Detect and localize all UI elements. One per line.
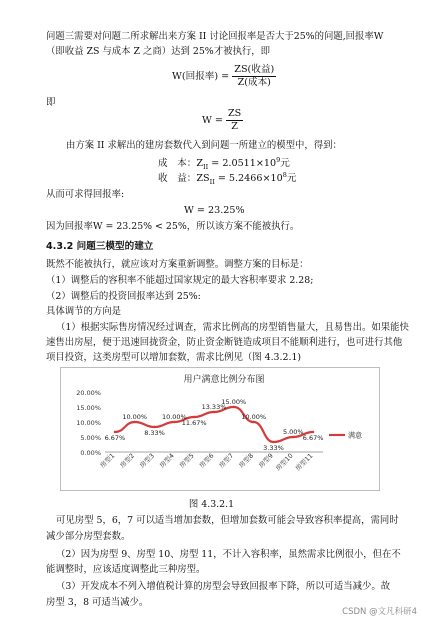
data-label: 5.00%: [282, 428, 304, 436]
equation-1: [172, 64, 276, 89]
revenue-sub: II: [209, 177, 215, 186]
cost-unit: 元: [280, 158, 290, 169]
satisfaction-chart: [61, 368, 379, 490]
data-point: [292, 436, 294, 438]
watermark: CSDN @文凡科研4: [342, 607, 417, 617]
para10-line2: 房型 3，8 可适当减少。: [46, 597, 149, 608]
revenue-value: = 5.2466×10: [214, 173, 283, 184]
para7-line1: （1）根据实际售房情况经过调查，需求比例高的房型销售量大，且易售出。如果能快: [56, 322, 409, 333]
x-tick-label: 房型8: [237, 451, 256, 470]
data-label: 13.33%: [201, 403, 227, 412]
revenue-line: [158, 170, 296, 186]
para2: 由方案 II 求解出的建房套数代入到问题一所建立的模型中，得到：: [66, 140, 342, 151]
eq1-fraction: [232, 64, 276, 89]
para10-line1: （3）开发成本不列入增值税计算的房型会导致回报率下降，所以可适当减少。故: [56, 581, 391, 592]
revenue-exp: 8: [282, 170, 287, 179]
legend-label: 满意: [348, 431, 362, 440]
para7-line2: 速售出房屋，便于迅速回拢资金，防止资金断链造成项目不能顺利进行，也可进行其他: [46, 337, 403, 348]
data-label: 6.67%: [302, 433, 324, 442]
revenue-label: 收 益：ZS: [158, 173, 210, 184]
data-point: [173, 421, 175, 423]
x-tick-label: 房型1: [98, 451, 117, 470]
para8-line2: 减少部分房型套数。: [46, 531, 131, 542]
para7-line3: 项目投资，这类房型可以增加套数，需求比例见（图 4.3.2.1): [46, 352, 302, 363]
eq2-fraction: [226, 108, 243, 133]
para8-line1: 可见房型 5，6，7 可以适当增加套数，但增加套数可能会导致容积率提高，需同时: [56, 515, 399, 526]
para4: 因为回报率W = 23.25% < 25%，所以该方案不能被执行。: [46, 221, 300, 232]
para1-line1: 问题三需要对问题二所求解出来方案 II 讨论回报率是否大于25%的问题,回报率W: [46, 31, 384, 42]
data-point: [213, 411, 215, 413]
eq2-numerator: ZS: [228, 108, 242, 119]
data-point: [272, 441, 274, 443]
revenue-unit: 元: [286, 173, 297, 184]
x-tick-label: 房型6: [197, 451, 216, 470]
x-tick-label: 房型2: [118, 451, 137, 470]
eq2-denominator: Z: [231, 121, 238, 132]
x-tick-label: 房型5: [177, 451, 196, 470]
data-point: [233, 406, 235, 408]
data-label: 10.00%: [241, 413, 267, 421]
cost-exp: 9: [276, 155, 281, 164]
list-item-2: （2）调整后的投资回报率达到 25%:: [46, 291, 201, 302]
equation-3: W = 23.25%: [184, 205, 245, 216]
ji-text: 即: [46, 97, 56, 108]
cost-value: = 2.0511×10: [208, 158, 277, 169]
x-tick-label: 房型10: [273, 451, 295, 473]
y-tick-label: 20.00%: [76, 389, 101, 397]
data-label: 6.67%: [104, 433, 126, 442]
x-tick-label: 房型7: [217, 451, 236, 470]
data-point: [193, 416, 195, 418]
x-tick-label: 房型11: [293, 451, 315, 473]
data-label: 10.00%: [161, 413, 187, 421]
para3: 从而可求得回报率:: [46, 189, 125, 200]
para5: 既然不能被执行，就应该对方案重新调整。调整方案的目标是：: [46, 259, 309, 270]
y-tick-label: 5.00%: [80, 434, 101, 442]
para6: 具体调节的方向是: [46, 306, 122, 317]
cost-sub: II: [203, 162, 209, 171]
data-point: [114, 431, 116, 433]
para9-line1: （2）因为房型 9、房型 10、房型 11，不计入容积率，虽然需求比例很小，但在不: [56, 549, 401, 560]
data-label: 8.33%: [144, 429, 165, 438]
data-point: [312, 431, 314, 433]
list-item-1: （1）调整后的容积率不能超过国家规定的最大容积率要求 2.28;: [46, 275, 314, 286]
para9-line2: 能调整时，应该适度调整此三种房型。: [46, 564, 206, 575]
cost-label: 成 本：Z: [158, 158, 204, 169]
data-point: [134, 421, 136, 423]
cost-line: [158, 155, 290, 171]
data-label: 11.67%: [181, 418, 207, 427]
y-tick-label: 0.00%: [80, 449, 101, 457]
x-tick-label: 房型4: [158, 451, 176, 470]
eq1-numerator: ZS(收益): [234, 64, 275, 75]
y-tick-label: 10.00%: [76, 419, 101, 427]
y-tick-label: 15.00%: [76, 404, 101, 412]
section-heading: 4.3.2 问题三模型的建立: [46, 241, 154, 252]
chart-title: 用户满意比例分布图: [183, 375, 265, 385]
data-label: 3.33%: [263, 444, 284, 453]
x-tick-label: 房型9: [257, 451, 275, 470]
figure-caption: 图 4.3.2.1: [188, 499, 235, 510]
eq1-left: W(回报率) =: [172, 71, 230, 82]
para1-line2: （即收益 ZS 与成本 Z 之商）达到 25%才被执行，即: [46, 46, 270, 57]
data-point: [252, 421, 254, 423]
equation-2: [202, 108, 243, 133]
data-label: 15.00%: [221, 398, 247, 406]
data-point: [153, 426, 155, 428]
eq2-left: W =: [202, 115, 223, 126]
chart-container: [60, 367, 380, 491]
x-tick-label: 房型3: [138, 451, 156, 470]
eq1-denominator: Z(成本): [237, 77, 271, 88]
data-label: 10.00%: [122, 413, 148, 421]
